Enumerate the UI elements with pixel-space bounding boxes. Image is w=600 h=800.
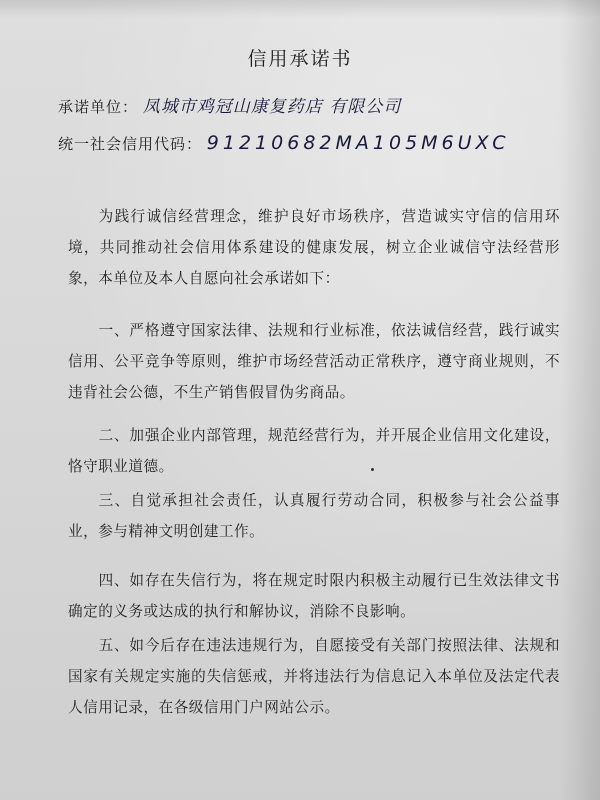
entity-label: 承诺单位： bbox=[58, 98, 139, 116]
page-shadow-top bbox=[0, 0, 600, 18]
paragraph-commitment-2: 二、加强企业内部管理，规范经营行为，并开展企业信用文化建设，恪守职业道德。 bbox=[68, 427, 560, 475]
document-title: 信用承诺书 bbox=[247, 48, 353, 70]
paragraph-commitment-5: 五、如今后存在违法违规行为，自愿接受有关部门按照法律、法规和国家有关规定实施的失信惩戒，并将违法行为信息记入本单位及法定代表人信用记录，在各级信用门户网站公示。 bbox=[68, 637, 560, 716]
paragraph-commitment-4: 四、如存在失信行为，将在规定时限内积极主动履行已生效法律文书确定的义务或达成的执行和解协议，消除不良影响。 bbox=[68, 572, 560, 620]
paragraph-commitment-1: 一、严格遵守国家法律、法规和行业标准，依法诚信经营，践行诚实信用、公平竞争等原则，维护市场经营活动正常秩序，遵守商业规则，不违背社会公德，不生产销售假冒伪劣商品。 bbox=[68, 322, 560, 401]
paragraph-intro: 为践行诚信经营理念，维护良好市场秩序，营造诚实守信的信用环境，共同推动社会信用体系建设的健康发展，树立企业诚信守法经营形象，本单位及本人自愿向社会承诺如下： bbox=[68, 208, 560, 287]
entity-field bbox=[58, 92, 401, 117]
credit-code-label: 统一社会信用代码： bbox=[58, 135, 203, 153]
entity-value-handwritten: 凤城市鸡冠山康复药店 有限公司 bbox=[142, 97, 402, 117]
paragraph-commitment-3: 三、自觉承担社会责任，认真履行劳动合同，积极参与社会公益事业，参与精神文明创建工作。 bbox=[68, 492, 560, 540]
credit-code-value-handwritten: 91210682MA105M6UXC bbox=[206, 132, 510, 154]
page-shadow-right bbox=[560, 0, 600, 800]
paper-speck bbox=[371, 468, 374, 471]
credit-code-field bbox=[58, 132, 510, 154]
